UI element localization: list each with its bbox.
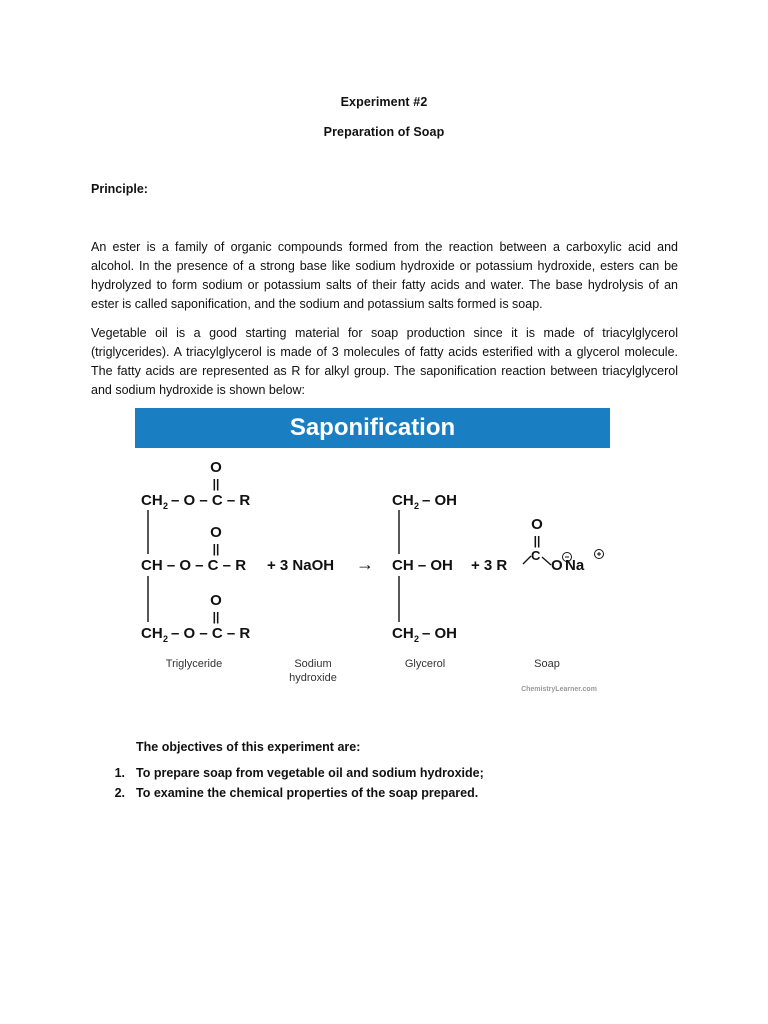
svg-text:C: C: [531, 548, 541, 563]
label-hydroxide: hydroxide: [289, 672, 337, 684]
label-glycerol: Glycerol: [404, 658, 446, 670]
paragraph-line: hydrolyzed to form sodium or potassium salts of their fatty acids and water. The base hydrolysis of an: [91, 278, 678, 292]
list-item: [91, 786, 691, 806]
label-triglyceride: Triglyceride: [165, 658, 223, 670]
svg-text:CH: CH: [392, 492, 414, 509]
svg-text:||: ||: [212, 610, 220, 624]
credit-text: ChemistryLearner.com: [521, 686, 597, 693]
svg-text:2: 2: [414, 501, 420, 511]
saponification-reaction-diagram: [135, 408, 610, 700]
principle-paragraph-2: [91, 324, 678, 400]
paragraph-line: An ester is a family of organic compounds formed from the reaction between a carboxylic acid and: [91, 240, 678, 254]
svg-text:||: ||: [533, 534, 541, 548]
svg-text:Na: Na: [565, 557, 585, 574]
paragraph-line: The fatty acids are represented as R for alkyl group. The saponification reaction between triacylglycerol: [91, 364, 678, 378]
paragraph-line: and sodium hydroxide is shown below:: [91, 383, 306, 397]
svg-text:2: 2: [163, 501, 169, 511]
soap-structure: [471, 516, 604, 574]
list-number: 2.: [114, 786, 125, 800]
svg-text:O: O: [531, 516, 543, 533]
svg-text:CH: CH: [392, 625, 414, 642]
document-subtitle: Preparation of Soap: [323, 125, 445, 139]
principle-heading: Principle:: [91, 182, 148, 196]
svg-text:O: O: [210, 459, 222, 476]
svg-text:O: O: [210, 592, 222, 609]
svg-text:– OH: – OH: [422, 625, 458, 642]
list-item: [91, 766, 691, 786]
list-text: To prepare soap from vegetable oil and sodium hydroxide;: [136, 766, 484, 780]
svg-text:CH – OH: CH – OH: [392, 557, 453, 574]
svg-text:O: O: [551, 557, 563, 574]
paragraph-line: Vegetable oil is a good starting material for soap production since it is made of triacylglycerol: [91, 326, 678, 340]
svg-text:– OH: – OH: [422, 492, 458, 509]
reaction-arrow: →: [356, 554, 374, 574]
saponification-figure: [135, 408, 610, 700]
objectives-intro: The objectives of this experiment are:: [136, 740, 361, 754]
paragraph-line: ester is called saponification, and the sodium and potassium salts formed is soap.: [91, 297, 543, 311]
svg-text:O: O: [210, 524, 222, 541]
svg-text:2: 2: [163, 634, 169, 644]
reagent-naoh: + 3 NaOH: [267, 557, 335, 574]
label-sodium: Sodium: [294, 658, 332, 670]
paragraph-line: (triglycerides). A triacylglycerol is made of 3 molecules of fatty acids esterified with a glycerol molecule.: [91, 345, 678, 359]
svg-text:– O – C – R: – O – C – R: [171, 625, 251, 642]
paragraph-line: alcohol. In the presence of a strong base like sodium hydroxide or potassium hydroxide, esters can be: [91, 259, 678, 273]
svg-text:||: ||: [212, 542, 220, 556]
svg-text:CH: CH: [141, 625, 163, 642]
glycerol-structure: [392, 492, 457, 644]
label-soap: Soap: [534, 658, 560, 670]
figure-banner-title: Saponification: [135, 408, 610, 448]
svg-text:||: ||: [212, 477, 220, 491]
soap-prefix: + 3 R: [471, 557, 508, 574]
objectives-list: [91, 766, 691, 806]
experiment-title: Experiment #2: [340, 95, 428, 109]
list-number: 1.: [114, 766, 125, 780]
svg-text:2: 2: [414, 634, 420, 644]
list-text: To examine the chemical properties of the soap prepared.: [136, 786, 479, 800]
svg-text:CH – O – C – R: CH – O – C – R: [141, 557, 247, 574]
svg-text:CH: CH: [141, 492, 163, 509]
svg-text:– O – C – R: – O – C – R: [171, 492, 251, 509]
principle-paragraph-1: [91, 238, 678, 314]
triglyceride-structure: [141, 459, 250, 644]
